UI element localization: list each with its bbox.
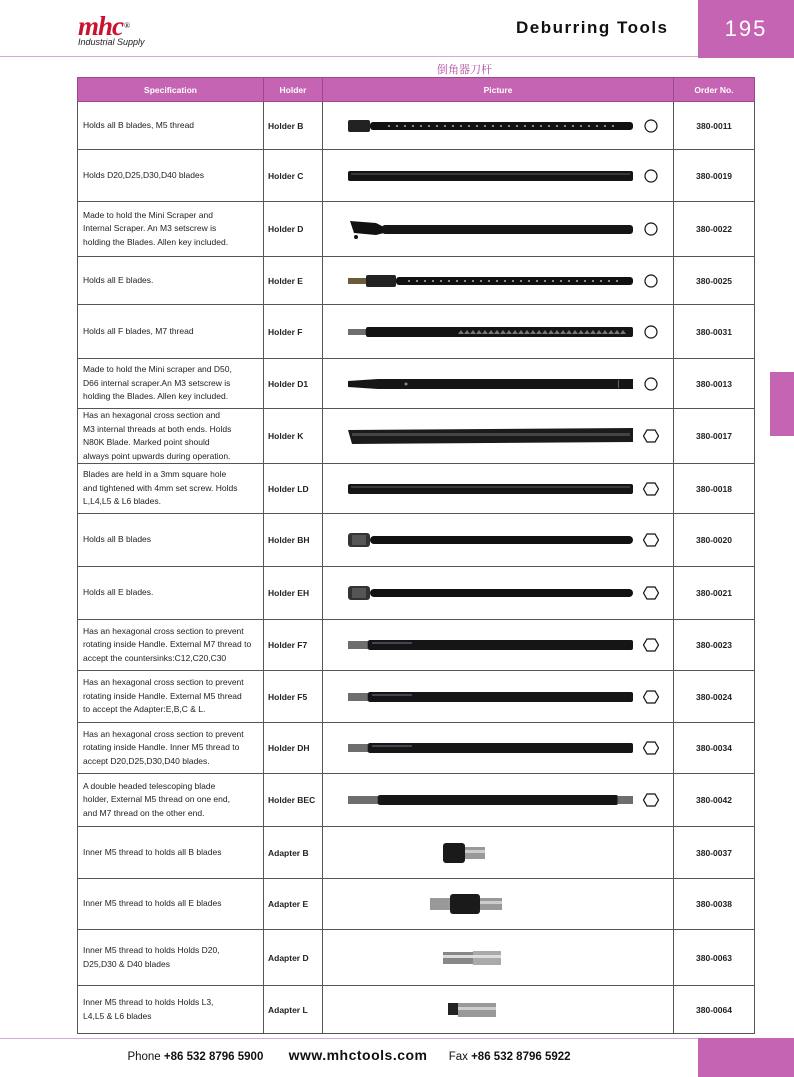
hexagon-icon [643,638,659,652]
order-number: 380-0021 [674,567,755,620]
holder-cell: Holder BEC [264,774,323,827]
footer-divider [0,1038,698,1039]
picture-cell [323,102,674,150]
tool-image [348,948,633,968]
tool-image [348,843,633,863]
picture-cell [323,671,674,723]
specification-cell [78,930,264,986]
specification-cell [78,986,264,1034]
table-row [78,514,755,567]
tool-image [348,585,633,601]
specification-cell [78,514,264,567]
table-header-row [78,78,755,102]
fax-number: +86 532 8796 5922 [471,1051,571,1063]
registered-mark: ® [124,21,129,30]
tool-image [348,325,633,339]
tool-image [348,894,633,914]
fax-label: Fax [448,1051,468,1063]
specification-cell [78,305,264,359]
specification-text: Holds all B blades, M5 thread [83,119,195,130]
table-row [78,671,755,723]
specification-cell [78,202,264,257]
hexagon-icon [643,690,659,704]
circle-icon [643,325,659,339]
specification-cell [78,257,264,305]
circle-icon [643,119,659,133]
holder-cell: Holder DH [264,723,323,774]
column-header-holder: Holder [264,78,323,102]
picture-cell [323,257,674,305]
tool-image [348,638,633,652]
order-number: 380-0042 [674,774,755,827]
specification-text: Inner M5 thread to holds all B blades [83,846,222,857]
specification-text: Holds all B blades [83,534,152,545]
order-number: 380-0025 [674,257,755,305]
footer-contact [0,1047,698,1065]
order-number: 380-0022 [674,202,755,257]
holder-cell: Holder B [264,102,323,150]
column-header-picture: Picture [323,78,674,102]
table-row [78,620,755,671]
order-number: 380-0017 [674,409,755,464]
hexagon-icon [643,793,659,807]
specification-cell [78,150,264,202]
holder-cell: Holder K [264,409,323,464]
product-table [77,77,755,1034]
tool-image [348,377,633,391]
specification-cell [78,671,264,723]
company-logo [78,11,145,47]
hexagon-icon [643,741,659,755]
header-divider [0,56,698,57]
specification-cell [78,723,264,774]
side-index-tab [770,372,794,436]
circle-icon [643,222,659,236]
hexagon-icon [643,533,659,547]
order-number: 380-0037 [674,827,755,879]
table-row [78,359,755,409]
table-row [78,202,755,257]
order-number: 380-0064 [674,986,755,1034]
order-number: 380-0038 [674,879,755,930]
logo-wordmark: mhc [78,11,124,41]
holder-cell: Holder D [264,202,323,257]
specification-cell [78,359,264,409]
specification-text: Has an hexagonal cross section and M3 internal threads at both ends. Holds N80K Blade. Marked point should always point upwards during operation. [83,410,232,461]
hexagon-icon [643,482,659,496]
order-number: 380-0034 [674,723,755,774]
table-row [78,879,755,930]
tool-image [348,217,633,241]
tool-image [348,482,633,496]
hexagon-icon [643,429,659,443]
circle-icon [643,274,659,288]
holder-cell: Adapter E [264,879,323,930]
specification-text: Made to hold the Mini Scraper and Internal Scraper. An M3 setscrew is holding the Blades. Allen key included. [83,209,229,247]
holder-cell: Adapter B [264,827,323,879]
specification-cell [78,567,264,620]
picture-cell [323,514,674,567]
picture-cell [323,305,674,359]
picture-cell [323,359,674,409]
specification-text: Has an hexagonal cross section to prevent rotating inside Handle. Inner M5 thread to accept D20,D25,D30,D40 blades. [83,728,244,766]
table-row [78,409,755,464]
tool-image [348,1000,633,1020]
specification-text: Has an hexagonal cross section to prevent rotating inside Handle. External M7 thread to accept the countersinks:C12,C20,C30 [83,625,252,663]
picture-cell [323,774,674,827]
table-row [78,723,755,774]
tool-image [348,169,633,183]
specification-cell [78,409,264,464]
order-number: 380-0023 [674,620,755,671]
phone-label: Phone [127,1051,161,1063]
hexagon-icon [643,586,659,600]
holder-cell: Holder D1 [264,359,323,409]
phone-number: +86 532 8796 5900 [163,1051,264,1063]
table-row [78,257,755,305]
picture-cell [323,202,674,257]
table-row [78,930,755,986]
page-number: 195 [698,0,794,58]
tool-image [348,741,633,755]
holder-cell: Holder F [264,305,323,359]
table-row [78,986,755,1034]
order-number: 380-0018 [674,464,755,514]
tool-image [348,428,633,444]
order-number: 380-0020 [674,514,755,567]
specification-cell [78,774,264,827]
order-number: 380-0011 [674,102,755,150]
table-row [78,567,755,620]
table-row [78,827,755,879]
section-title: Deburring Tools [516,18,669,37]
holder-cell: Holder BH [264,514,323,567]
tool-image [348,793,633,807]
picture-cell [323,986,674,1034]
table-row [78,150,755,202]
specification-text: Inner M5 thread to holds Holds L3, L4,L5 & L6 blades [83,997,214,1021]
column-header-order-no: Order No. [674,78,755,102]
order-number: 380-0013 [674,359,755,409]
specification-text: Blades are held in a 3mm square hole and tightened with 4mm set screw. Holds L,L4,L5 & L6 blades. [83,469,238,507]
picture-cell [323,723,674,774]
holder-cell: Holder F5 [264,671,323,723]
holder-cell: Holder LD [264,464,323,514]
column-header-specification: Specification [78,78,264,102]
holder-cell: Holder E [264,257,323,305]
picture-cell [323,464,674,514]
specification-cell [78,827,264,879]
picture-cell [323,930,674,986]
picture-cell [323,409,674,464]
table-row [78,102,755,150]
tool-image [348,690,633,704]
specification-text: A double headed telescoping blade holder, External M5 thread on one end, and M7 thread on the other end. [83,780,230,818]
holder-cell: Holder C [264,150,323,202]
tool-image [348,274,633,288]
picture-cell [323,567,674,620]
holder-cell: Adapter D [264,930,323,986]
holder-cell: Adapter L [264,986,323,1034]
picture-cell [323,150,674,202]
specification-text: Inner M5 thread to holds all E blades [83,898,222,909]
chinese-subtitle: 倒角器刀杆 [437,64,492,76]
specification-text: Made to hold the Mini scraper and D50, D66 internal scraper.An M3 setscrew is holding the Blades. Allen key included. [83,364,232,402]
specification-text: Holds all E blades. [83,274,154,285]
website-link[interactable]: www.mhctools.com [288,1047,428,1063]
order-number: 380-0024 [674,671,755,723]
order-number: 380-0019 [674,150,755,202]
picture-cell [323,620,674,671]
specification-text: Has an hexagonal cross section to prevent rotating inside Handle. External M5 thread to accept the Adapter:E,B,C & L. [83,677,244,715]
logo-subtitle: Industrial Supply [78,37,145,47]
tool-image [348,532,633,548]
order-number: 380-0031 [674,305,755,359]
picture-cell [323,879,674,930]
picture-cell [323,827,674,879]
table-row [78,774,755,827]
tool-image [348,119,633,133]
specification-cell [78,879,264,930]
order-number: 380-0063 [674,930,755,986]
table-row [78,464,755,514]
specification-text: Holds all E blades. [83,587,154,598]
specification-cell [78,620,264,671]
specification-cell [78,464,264,514]
specification-text: Inner M5 thread to holds Holds D20, D25,D30 & D40 blades [83,945,220,969]
circle-icon [643,377,659,391]
specification-text: Holds all F blades, M7 thread [83,325,194,336]
holder-cell: Holder F7 [264,620,323,671]
circle-icon [643,169,659,183]
specification-text: Holds D20,D25,D30,D40 blades [83,169,204,180]
specification-cell [78,102,264,150]
footer-tab [698,1038,794,1077]
holder-cell: Holder EH [264,567,323,620]
table-row [78,305,755,359]
